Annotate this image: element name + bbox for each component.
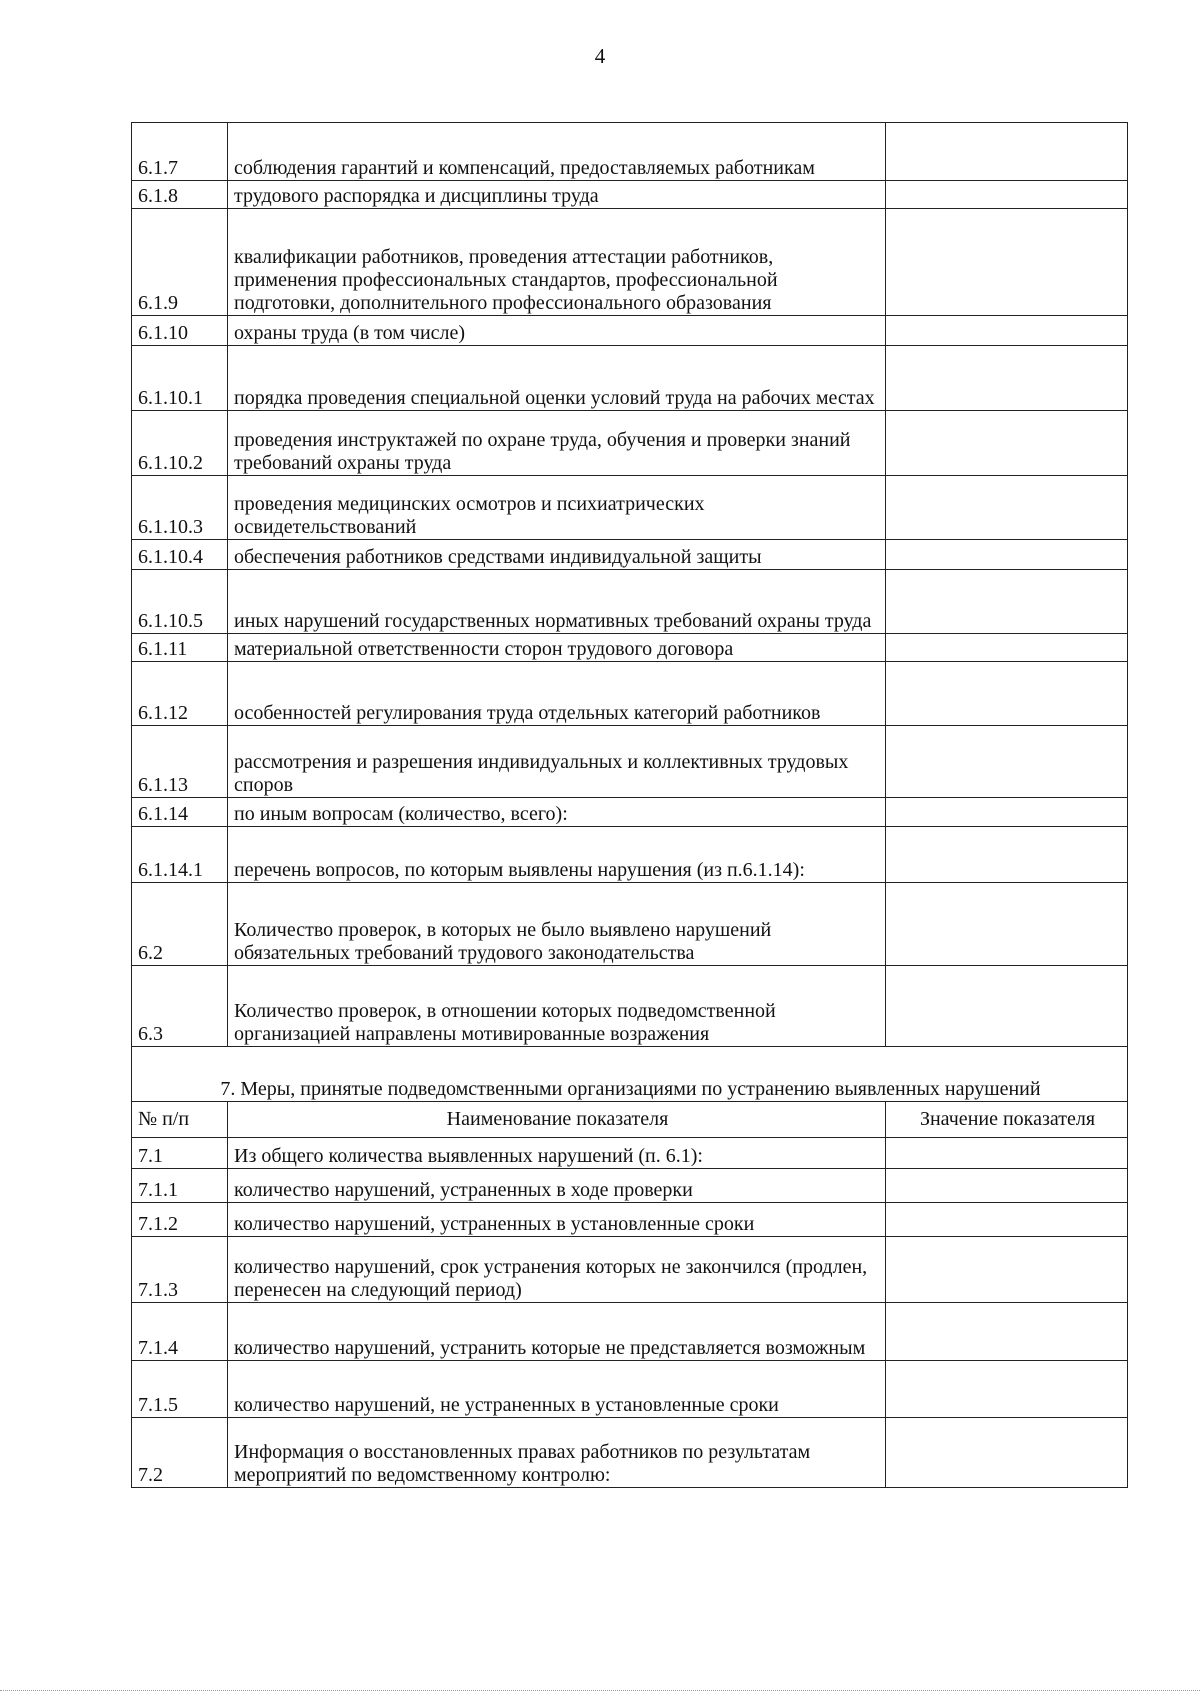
row-number: 6.1.12: [132, 662, 228, 726]
row-number: 7.1.4: [132, 1303, 228, 1361]
row-value-cell[interactable]: [886, 798, 1128, 827]
row-indicator-name: количество нарушений, срок устранения которых не закончился (продлен, перенесен на следующий период): [228, 1237, 886, 1303]
table-row: [132, 1169, 1128, 1203]
row-value-cell[interactable]: [886, 1203, 1128, 1237]
table-row: [132, 798, 1128, 827]
table-row: [132, 411, 1128, 476]
column-header-value: Значение показателя: [886, 1102, 1128, 1138]
row-value-cell[interactable]: [886, 316, 1128, 346]
row-number: 6.1.11: [132, 634, 228, 662]
row-indicator-name: проведения медицинских осмотров и психиатрических освидетельствований: [228, 476, 886, 540]
column-header-name: Наименование показателя: [228, 1102, 886, 1138]
row-indicator-name: порядка проведения специальной оценки условий труда на рабочих местах: [228, 346, 886, 411]
row-number: 6.1.9: [132, 209, 228, 316]
row-value-cell[interactable]: [886, 1303, 1128, 1361]
row-number: 6.2: [132, 883, 228, 966]
table-row: [132, 827, 1128, 883]
row-value-cell[interactable]: [886, 540, 1128, 570]
row-number: 6.1.10.2: [132, 411, 228, 476]
row-number: 6.1.10.4: [132, 540, 228, 570]
page-bottom-rule: [0, 1690, 1200, 1691]
row-value-cell[interactable]: [886, 181, 1128, 209]
row-number: 7.1.2: [132, 1203, 228, 1237]
row-indicator-name: трудового распорядка и дисциплины труда: [228, 181, 886, 209]
row-number: 7.1.5: [132, 1361, 228, 1418]
row-number: 7.2: [132, 1418, 228, 1488]
row-indicator-name: количество нарушений, устраненных в установленные сроки: [228, 1203, 886, 1237]
row-value-cell[interactable]: [886, 883, 1128, 966]
row-indicator-name: квалификации работников, проведения аттестации работников, применения профессиональных стандартов, профессиональной подготовки, дополнительного профессионального образования: [228, 209, 886, 316]
table-row: [132, 883, 1128, 966]
table-row: [132, 1418, 1128, 1488]
row-value-cell[interactable]: [886, 411, 1128, 476]
row-indicator-name: Количество проверок, в отношении которых подведомственной организацией направлены мотивированные возражения: [228, 966, 886, 1047]
table-row: [132, 1303, 1128, 1361]
table-row: [132, 316, 1128, 346]
row-number: 6.1.13: [132, 726, 228, 798]
row-value-cell[interactable]: [886, 123, 1128, 181]
row-number: 6.1.14.1: [132, 827, 228, 883]
table-row: [132, 1237, 1128, 1303]
table-row: [132, 1361, 1128, 1418]
table-row: [132, 346, 1128, 411]
page-number: 4: [594, 44, 606, 68]
row-value-cell[interactable]: [886, 662, 1128, 726]
row-indicator-name: перечень вопросов, по которым выявлены нарушения (из п.6.1.14):: [228, 827, 886, 883]
row-number: 6.1.7: [132, 123, 228, 181]
row-number: 6.3: [132, 966, 228, 1047]
row-number: 6.1.10.5: [132, 570, 228, 634]
row-indicator-name: рассмотрения и разрешения индивидуальных и коллективных трудовых споров: [228, 726, 886, 798]
row-value-cell[interactable]: [886, 1237, 1128, 1303]
table-header-row: [132, 1102, 1128, 1138]
table-row: [132, 1203, 1128, 1237]
row-indicator-name: по иным вопросам (количество, всего):: [228, 798, 886, 827]
row-value-cell[interactable]: [886, 1169, 1128, 1203]
table-row: [132, 662, 1128, 726]
row-indicator-name: материальной ответственности сторон трудового договора: [228, 634, 886, 662]
row-indicator-name: количество нарушений, не устраненных в установленные сроки: [228, 1361, 886, 1418]
row-value-cell[interactable]: [886, 1361, 1128, 1418]
table-row: [132, 570, 1128, 634]
row-number: 6.1.8: [132, 181, 228, 209]
table-row: [132, 209, 1128, 316]
table-row: [132, 726, 1128, 798]
row-indicator-name: Из общего количества выявленных нарушений (п. 6.1):: [228, 1138, 886, 1169]
row-number: 7.1: [132, 1138, 228, 1169]
row-indicator-name: количество нарушений, устраненных в ходе проверки: [228, 1169, 886, 1203]
row-value-cell[interactable]: [886, 634, 1128, 662]
report-table: [131, 122, 1128, 1488]
row-value-cell[interactable]: [886, 476, 1128, 540]
row-indicator-name: особенностей регулирования труда отдельных категорий работников: [228, 662, 886, 726]
row-indicator-name: охраны труда (в том числе): [228, 316, 886, 346]
row-number: 6.1.10.1: [132, 346, 228, 411]
section-title-row: [132, 1047, 1128, 1102]
section-title: 7. Меры, принятые подведомственными организациями по устранению выявленных нарушений: [132, 1047, 1128, 1102]
row-number: 7.1.1: [132, 1169, 228, 1203]
table-row: [132, 123, 1128, 181]
row-value-cell[interactable]: [886, 1138, 1128, 1169]
table-row: [132, 476, 1128, 540]
row-value-cell[interactable]: [886, 209, 1128, 316]
row-number: 6.1.10.3: [132, 476, 228, 540]
row-indicator-name: соблюдения гарантий и компенсаций, предоставляемых работникам: [228, 123, 886, 181]
row-value-cell[interactable]: [886, 346, 1128, 411]
row-indicator-name: количество нарушений, устранить которые не представляется возможным: [228, 1303, 886, 1361]
row-value-cell[interactable]: [886, 570, 1128, 634]
row-indicator-name: иных нарушений государственных нормативных требований охраны труда: [228, 570, 886, 634]
row-indicator-name: проведения инструктажей по охране труда, обучения и проверки знаний требований охраны труда: [228, 411, 886, 476]
row-indicator-name: Информация о восстановленных правах работников по результатам мероприятий по ведомственному контролю:: [228, 1418, 886, 1488]
table-row: [132, 540, 1128, 570]
table-row: [132, 1138, 1128, 1169]
row-number: 7.1.3: [132, 1237, 228, 1303]
row-value-cell[interactable]: [886, 726, 1128, 798]
row-value-cell[interactable]: [886, 827, 1128, 883]
row-number: 6.1.14: [132, 798, 228, 827]
table-row: [132, 634, 1128, 662]
row-indicator-name: Количество проверок, в которых не было выявлено нарушений обязательных требований трудового законодательства: [228, 883, 886, 966]
row-value-cell[interactable]: [886, 1418, 1128, 1488]
row-value-cell[interactable]: [886, 966, 1128, 1047]
row-number: 6.1.10: [132, 316, 228, 346]
table-row: [132, 181, 1128, 209]
column-header-number: № п/п: [132, 1102, 228, 1138]
row-indicator-name: обеспечения работников средствами индивидуальной защиты: [228, 540, 886, 570]
table-row: [132, 966, 1128, 1047]
